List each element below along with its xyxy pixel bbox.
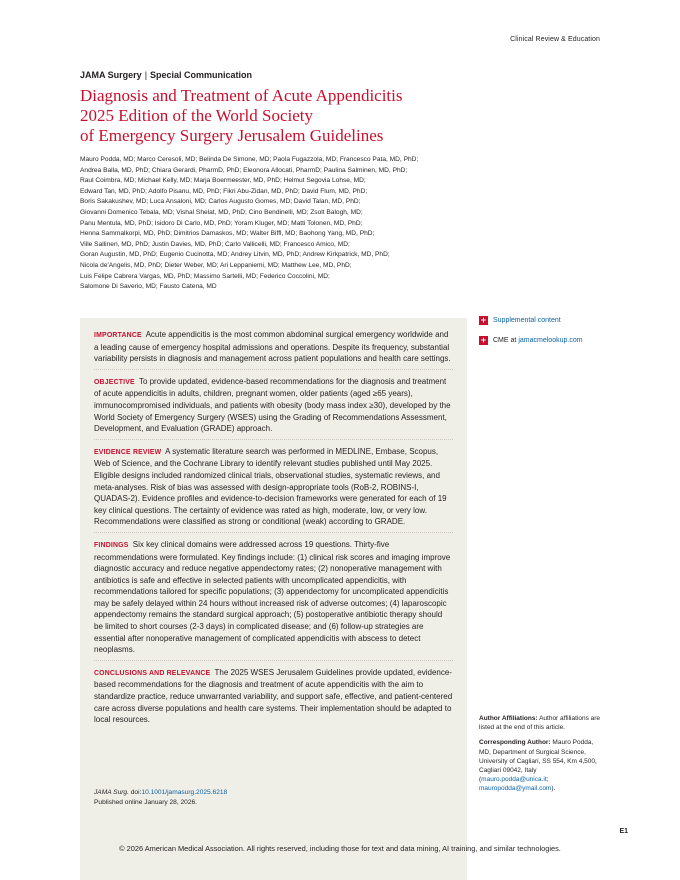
side-links — [479, 313, 609, 353]
author-line: Nicola de'Angelis, MD, PhD; Dieter Weber, MD; Ari Leppaniemi, MD; Matthew Lee, MD, PhD; — [80, 261, 352, 269]
doi-link[interactable]: 10.1001/jamasurg.2025.6218 — [141, 789, 228, 796]
citation-journal: JAMA Surg. — [94, 789, 129, 796]
author-line: Boris Sakakushev, MD; Luca Ansaloni, MD; Carlos Augusto Gomes, MD; David Talan, MD, PhD; — [80, 198, 361, 206]
abstract-conclusions — [94, 665, 453, 730]
abstract-text: A systematic literature search was performed in MEDLINE, Embase, Scopus, Web of Science, and the Cochrane Library to identify relevant studies published until May 2025. Eligible designs included randomized clinical trials, observational studies, systematic reviews, and meta-analyses. Risk of bias was assessed with design-appropriate tools (RoB-2, ROBINS-I, QUADAS-2). Evidence profiles and evidence-to-decision frameworks were generated for each of 19 key clinical questions. The certainty of evidence was rated as high, moderate, low, or very low. Recommendations were classified as strong or conditional (weak) according to GRADE. — [94, 446, 447, 527]
cme-url: jamacmelookup.com — [518, 336, 583, 344]
abstract-heading: CONCLUSIONS AND RELEVANCE — [94, 669, 211, 677]
abstract-text: To provide updated, evidence-based recommendations for the diagnosis and treatment of acute appendicitis in adults, children, pregnant women, older patients (aged ≥65 years), immunocompromised individuals, and patients with obesity (body mass index ≥30), developed by the World Society of Emergency Surgery (WSES) using the Grading of Recommendations Assessment, Development, and Evaluation (GRADE) approach. — [94, 376, 451, 434]
author-line: Salomone Di Saverio, MD; Fausto Catena, MD — [80, 283, 217, 291]
affiliations-text: Author affiliations are listed at the end of this article. — [479, 715, 601, 732]
corresponding-end: ). — [551, 785, 556, 793]
cme-prefix: CME at — [493, 336, 517, 344]
abstract-heading: OBJECTIVE — [94, 378, 135, 386]
email-separator: ; — [546, 776, 549, 784]
plus-icon: + — [480, 314, 487, 325]
supplemental-label: Supplemental content — [493, 316, 561, 324]
author-line: Mauro Podda, MD; Marco Ceresoli, MD; Belinda De Simone, MD; Paola Fugazzola, MD; Francesco Pata, MD, PhD; — [80, 156, 419, 163]
cme-link[interactable] — [479, 333, 609, 347]
author-line: Giovanni Domenico Tebala, MD; Vishal Shelat, MD, PhD; Cino Bendinelli, MD; Zsolt Balogh, MD; — [80, 208, 363, 216]
abstract-box — [80, 318, 467, 880]
abstract-evidence-review — [94, 444, 453, 533]
journal-separator: | — [144, 70, 148, 80]
plus-icon: + — [480, 334, 487, 345]
title-sub-line1: 2025 Edition of the World Society — [80, 106, 313, 125]
article-type: Special Communication — [150, 70, 253, 80]
author-line: Raul Coimbra, MD; Michael Kelly, MD; Marja Boermeester, MD, PhD; Helmut Segovia Lohse, MD; — [80, 177, 366, 185]
author-affiliations — [479, 714, 604, 800]
email-link-2[interactable]: mauropodda@ymail.com — [479, 785, 552, 793]
citation-doi-prefix: doi: — [128, 789, 142, 796]
abstract-objective — [94, 374, 453, 440]
email-link-1[interactable]: mauro.podda@unica.it — [481, 776, 547, 784]
author-line: Edward Tan, MD, PhD; Adolfo Pisanu, MD, PhD; Fikri Abu-Zidan, MD, PhD; David Flum, MD, PhD; — [80, 187, 368, 195]
author-line: Goran Augustin, MD, PhD; Eugenio Cucinotta, MD; Andrey Litvin, MD, PhD; Andrew Kirkpatrick, MD, PhD; — [80, 251, 390, 259]
affiliations-label: Author Affiliations: — [479, 715, 538, 722]
citation — [94, 788, 227, 807]
author-line: Panu Mentula, MD, PhD; Isidoro Di Carlo, MD, PhD; Yoram Kluger, MD; Matti Tolonen, MD, PhD; — [80, 219, 363, 227]
copyright-footer: © 2026 American Medical Association. All rights reserved, including those for text and data mining, AI training, and similar technologies. — [119, 844, 561, 853]
page-number: E1 — [619, 828, 628, 835]
section-label: Clinical Review & Education — [510, 36, 600, 43]
abstract-heading: FINDINGS — [94, 541, 129, 549]
corresponding-author — [479, 738, 604, 793]
author-line: Henna Sammalkorpi, MD, PhD; Dimitrios Damaskos, MD; Walter Biffl, MD; Baohong Yang, MD, PhD; — [80, 230, 375, 238]
author-line: Ville Sallinen, MD, PhD; Justin Davies, MD, PhD; Carlo Vallicelli, MD; Francesco Amico, MD; — [80, 240, 350, 248]
title-sub-line2: of Emergency Surgery Jerusalem Guidelines — [80, 126, 384, 145]
affiliations-note — [479, 714, 604, 732]
corresponding-text: Mauro Podda, MD, Department of Surgical Science, University of Cagliari, SS 554, Km 4,500, Cagliari 09042, Italy ( — [479, 739, 597, 784]
journal-name: JAMA Surgery — [80, 70, 142, 80]
published-date: Published online January 28, 2026. — [94, 798, 198, 806]
author-line: Luis Felipe Cabrera Vargas, MD, PhD; Massimo Sartelli, MD; Federico Coccolini, MD; — [80, 272, 330, 280]
author-list — [80, 155, 480, 293]
title-main: Diagnosis and Treatment of Acute Appendicitis — [80, 86, 403, 105]
author-line: Andrea Balla, MD, PhD; Chiara Gerardi, PharmD, PhD; Eleonora Allocati, PharmD; Paulina Salminen, MD, PhD; — [80, 166, 408, 174]
abstract-heading: IMPORTANCE — [94, 332, 142, 339]
abstract-text: Six key clinical domains were addressed across 19 questions. Thirty-five recommendations were formulated. Key findings include: (1) clinical risk scores and imaging improve diagnostic accuracy and reduce negative appendectomy rates; (2) nonoperative management with antibiotics is safe and effective in selected patients with uncomplicated appendicitis, with recommendations tailored for specific populations; (3) appendectomy for uncomplicated appendicitis may be safely delayed within 24 hours without increased risk of adverse outcomes; (4) laparoscopic appendectomy remains the standard surgical approach; (5) postoperative antibiotic therapy should be limited to short courses (2-3 days) in complicated disease; and (6) follow-up strategies are essential after nonoperative management of complicated appendicitis with abscess to detect neoplasms. — [94, 539, 451, 655]
abstract-findings — [94, 537, 453, 661]
article-title — [80, 86, 500, 146]
abstract-importance — [94, 327, 453, 370]
corresponding-label: Corresponding Author: — [479, 739, 551, 747]
supplemental-content-link[interactable] — [479, 313, 609, 327]
journal-line — [80, 70, 252, 80]
abstract-heading: EVIDENCE REVIEW — [94, 448, 162, 456]
abstract-text: The 2025 WSES Jerusalem Guidelines provide updated, evidence-based recommendations for the diagnosis and treatment of acute appendicitis with the aim to standardize practice, reduce unwarranted variability, and support safe, effective, and patient-centered care across diverse populations and health care systems. Their implementation should be adapted to local resources. — [94, 667, 453, 725]
abstract-text: Acute appendicitis is the most common abdominal surgical emergency worldwide and a leading cause of emergency hospital admissions and operations. Despite its frequency, substantial variability persists in diagnosis and management across patient populations and health care settings. — [94, 330, 451, 364]
